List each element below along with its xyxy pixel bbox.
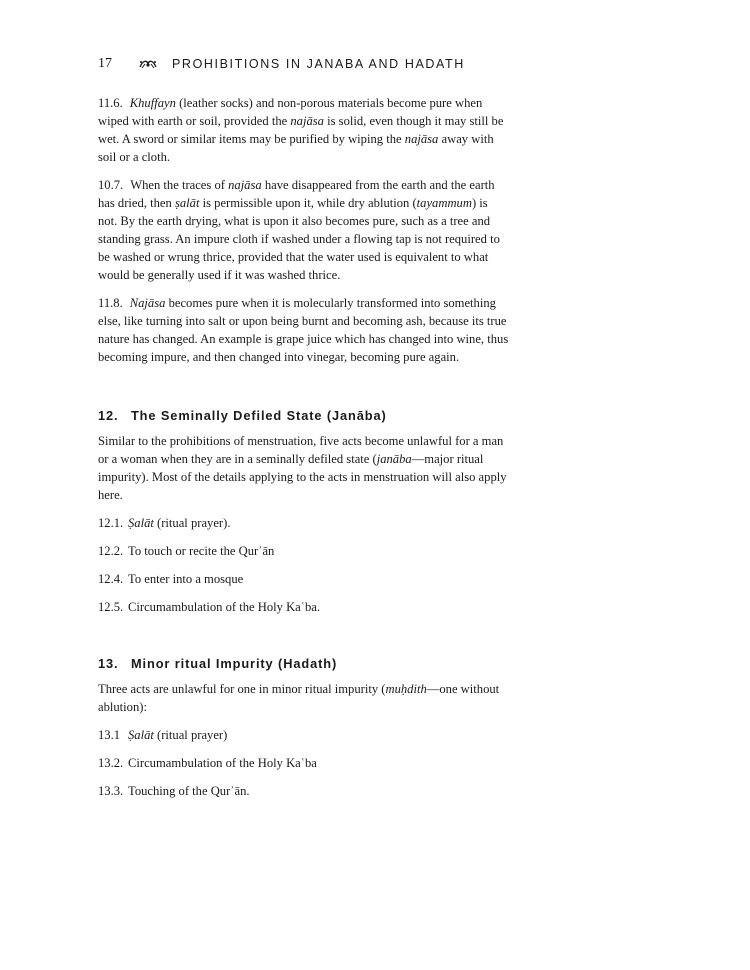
- item-number: 12.2.: [98, 544, 124, 558]
- italic-term: tayammum: [416, 196, 472, 210]
- paragraph-number: 10.7.: [98, 178, 124, 192]
- paragraph-10-7: [98, 176, 510, 284]
- text-run: ) is not. By the earth drying, what is upon it also becomes pure, such as a tree and standing grass. An impure cloth if washed under a flowing tap is not required to be washed or wrung thrice, provided that the water used is equivalent to what would be generally used if it was washed thrice.: [98, 196, 500, 282]
- italic-term: Ṣalāt: [128, 516, 154, 530]
- section-13-intro: [98, 680, 510, 716]
- item-number: 13.1: [98, 728, 121, 742]
- text-run: To enter into a mosque: [128, 572, 244, 586]
- section-12-intro: [98, 432, 510, 504]
- item-text: [128, 516, 230, 530]
- italic-term: Khuffayn: [129, 96, 176, 110]
- section-13-list: [98, 726, 510, 800]
- item-text: [128, 544, 274, 558]
- italic-term: ṣalāt: [174, 196, 200, 210]
- list-item: [98, 514, 510, 532]
- section-title: The Seminally Defiled State (Janāba): [130, 408, 387, 423]
- item-number: 13.2.: [98, 756, 124, 770]
- item-number: 12.1.: [98, 516, 124, 530]
- text-run: Circumambulation of the Holy Kaʿba.: [128, 600, 321, 614]
- item-text: [128, 756, 317, 770]
- text-run: have disappeared from the earth and the earth has dried, then: [98, 178, 495, 210]
- item-number: 12.5.: [98, 600, 124, 614]
- section-13-heading: [98, 654, 510, 674]
- text-run: becomes pure when it is molecularly transformed into something else, like turning into salt or upon being burnt and becoming ash, because its true nature has changed. An example is grape juice which has changed into wine, thus becoming impure, and then changed into vinegar, becoming pure again.: [98, 296, 509, 364]
- italic-term: Najāsa: [129, 296, 166, 310]
- text-run: —major ritual impurity). Most of the details applying to the acts in menstruation will also apply here.: [98, 452, 507, 502]
- item-number: 13.3.: [98, 784, 124, 798]
- page-number: 17: [98, 56, 112, 71]
- text-run: Circumambulation of the Holy Kaʿba: [128, 756, 317, 770]
- item-number: 12.4.: [98, 572, 124, 586]
- text-run: (leather socks) and non-porous materials become pure when wiped with earth or soil, provided the: [98, 96, 483, 128]
- list-item: [98, 726, 510, 744]
- running-head: [98, 54, 518, 74]
- section-number: 12.: [98, 408, 119, 423]
- italic-term: Ṣalāt: [128, 728, 154, 742]
- text-run: —one without ablution):: [98, 682, 500, 714]
- italic-term: najāsa: [404, 132, 439, 146]
- section-number: 13.: [98, 656, 119, 671]
- paragraph-number: 11.6.: [98, 96, 123, 110]
- item-text: [128, 600, 320, 614]
- list-item: [98, 542, 510, 560]
- item-text: [128, 784, 250, 798]
- list-item: [98, 782, 510, 800]
- text-run: is permissible upon it, while dry ablution (: [199, 196, 417, 210]
- italic-term: najāsa: [228, 178, 262, 192]
- text-run: (ritual prayer): [153, 728, 228, 742]
- floral-fleuron-icon: [138, 58, 172, 70]
- list-item: [98, 598, 510, 616]
- list-item: [98, 570, 510, 588]
- text-run: Similar to the prohibitions of menstruation, five acts become unlawful for a man or a woman when they are in a seminally defiled state (: [98, 434, 504, 466]
- italic-term: najāsa: [290, 114, 324, 128]
- paragraph-number: 11.8.: [98, 296, 123, 310]
- running-title: PROHIBITIONS IN JANABA AND HADATH: [172, 57, 465, 71]
- list-item: [98, 754, 510, 772]
- text-run: Three acts are unlawful for one in minor ritual impurity (: [98, 682, 386, 696]
- italic-term: janāba: [376, 452, 412, 466]
- italic-term: muḥdith: [385, 682, 427, 696]
- text-run: To touch or recite the Qurʾān: [128, 544, 275, 558]
- text-run: (ritual prayer).: [153, 516, 231, 530]
- item-text: [128, 728, 227, 742]
- body-text: [98, 94, 510, 810]
- text-run: When the traces of: [130, 178, 229, 192]
- paragraph-11-8: [98, 294, 510, 366]
- section-12-heading: [98, 406, 510, 426]
- section-title: Minor ritual Impurity (Hadath): [130, 656, 338, 671]
- text-run: away with soil or a cloth.: [98, 132, 494, 164]
- paragraph-11-6: [98, 94, 510, 166]
- text-run: Touching of the Qurʾān.: [128, 784, 250, 798]
- item-text: [128, 572, 243, 586]
- text-run: is solid, even though it may still be wet. A sword or similar items may be purified by wiping the: [98, 114, 504, 146]
- section-12-list: [98, 514, 510, 616]
